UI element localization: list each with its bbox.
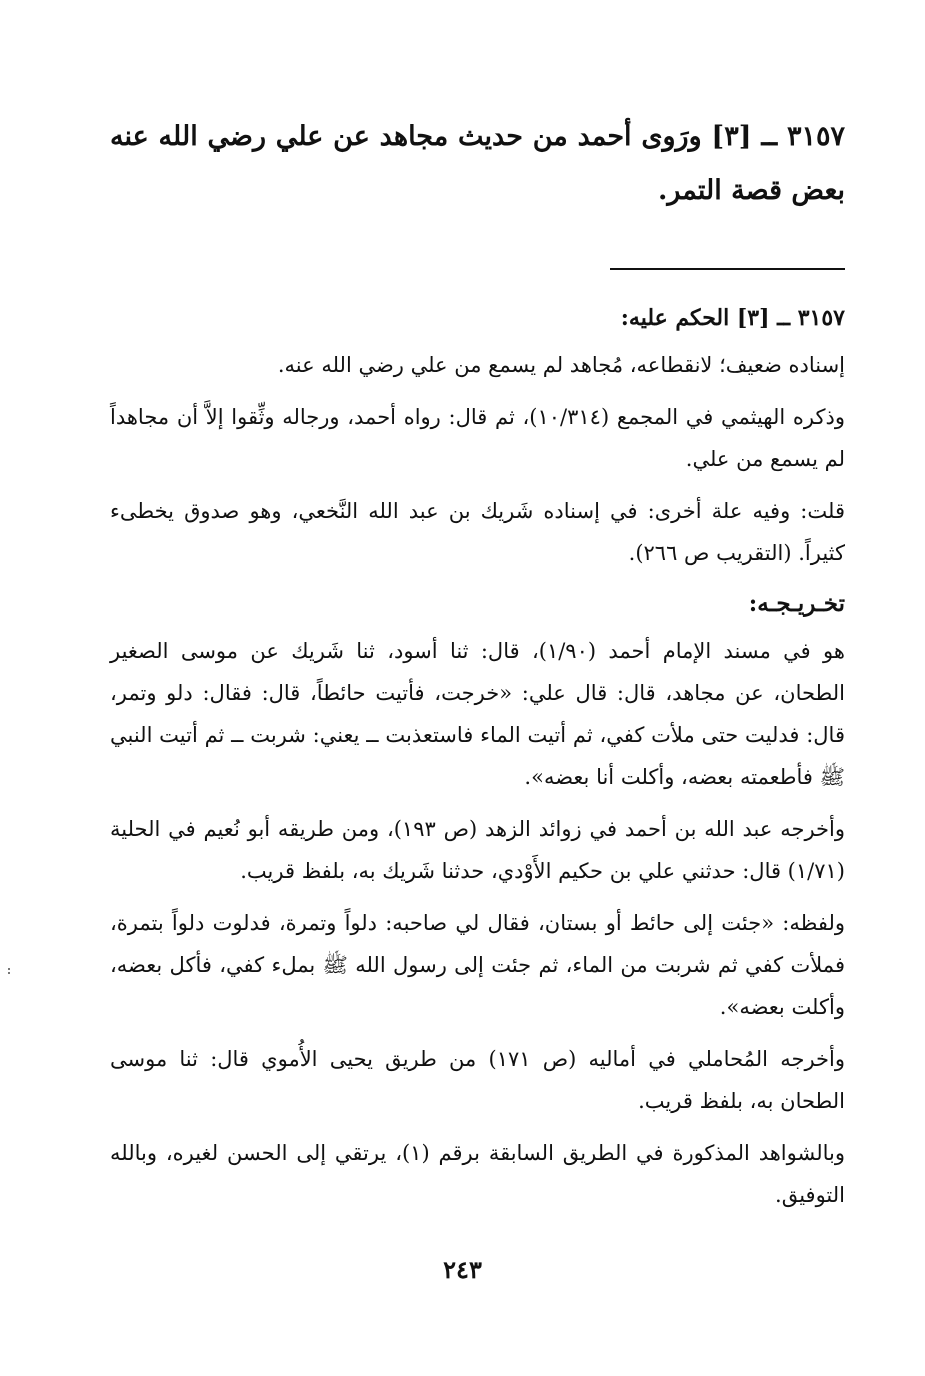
- page-number: ٢٤٣: [443, 1255, 482, 1284]
- takhrij-paragraph: وبالشواهد المذكورة في الطريق السابقة برقم (١)، يرتقي إلى الحسن لغيره، وبالله التوفيق.: [110, 1141, 845, 1207]
- ruling-heading: ٣١٥٧ ــ [٣] الحكم عليه:: [620, 305, 845, 331]
- page-body: [110, 110, 845, 1226]
- ruling-paragraph: إسناده ضعيف؛ لانقطاعه، مُجاهد لم يسمع من علي رضي الله عنه.: [277, 353, 845, 377]
- takhrij-paragraph: ولفظه: «جئت إلى حائط أو بستان، فقال لي صاحبه: دلواً وتمرة، فدلوت دلواً بتمرة، فملأت كفي ثم شربت من الماء، ثم جئت إلى رسول الله ﷺ بملء كفي، فأكل بعضه، وأكلت بعضه».: [110, 911, 845, 1019]
- takhrij-heading: تخـريـجـه:: [748, 590, 845, 617]
- scan-speck: [8, 972, 10, 974]
- hadith-text: ٣١٥٧ ــ [٣] ورَوى أحمد من حديث مجاهد عن علي رضي الله عنه بعض قصة التمر.: [110, 121, 845, 206]
- takhrij-paragraph: وأخرجه عبد الله بن أحمد في زوائد الزهد (ص ١٩٣)، ومن طريقه أبو نُعيم في الحلية (١/٧١) قال: حدثني علي بن حكيم الأَوْدي، حدثنا شَريك به، بلفظ قريب.: [110, 817, 845, 883]
- separator-rule: [610, 268, 845, 270]
- ruling-paragraph: قلت: وفيه علة أخرى: في إسناده شَريك بن عبد الله النَّخعي، وهو صدوق يخطىء كثيراً. (التقريب ص ٢٦٦).: [110, 499, 845, 565]
- takhrij-paragraph: هو في مسند الإمام أحمد (١/٩٠)، قال: ثنا أسود، ثنا شَريك عن موسى الصغير الطحان، عن مجاهد، قال: قال علي: «خرجت، فأتيت حائطاً، قال: فقال: دلو وتمر، قال: فدليت حتى ملأت كفي، ثم أتيت الماء فاستعذبت ــ يعني: شربت ــ ثم أتيت النبي ﷺ فأطعمته بعضه، وأكلت أنا بعضه».: [110, 639, 845, 789]
- scan-speck: [8, 968, 10, 970]
- ruling-paragraph: وذكره الهيثمي في المجمع (١٠/٣١٤)، ثم قال: رواه أحمد، ورجاله وثِّقوا إلاَّ أن مجاهداً لم يسمع من علي.: [110, 405, 845, 471]
- takhrij-paragraph: وأخرجه المُحاملي في أماليه (ص ١٧١) من طريق يحيى الأُموي قال: ثنا موسى الطحان به، بلفظ قريب.: [110, 1047, 845, 1113]
